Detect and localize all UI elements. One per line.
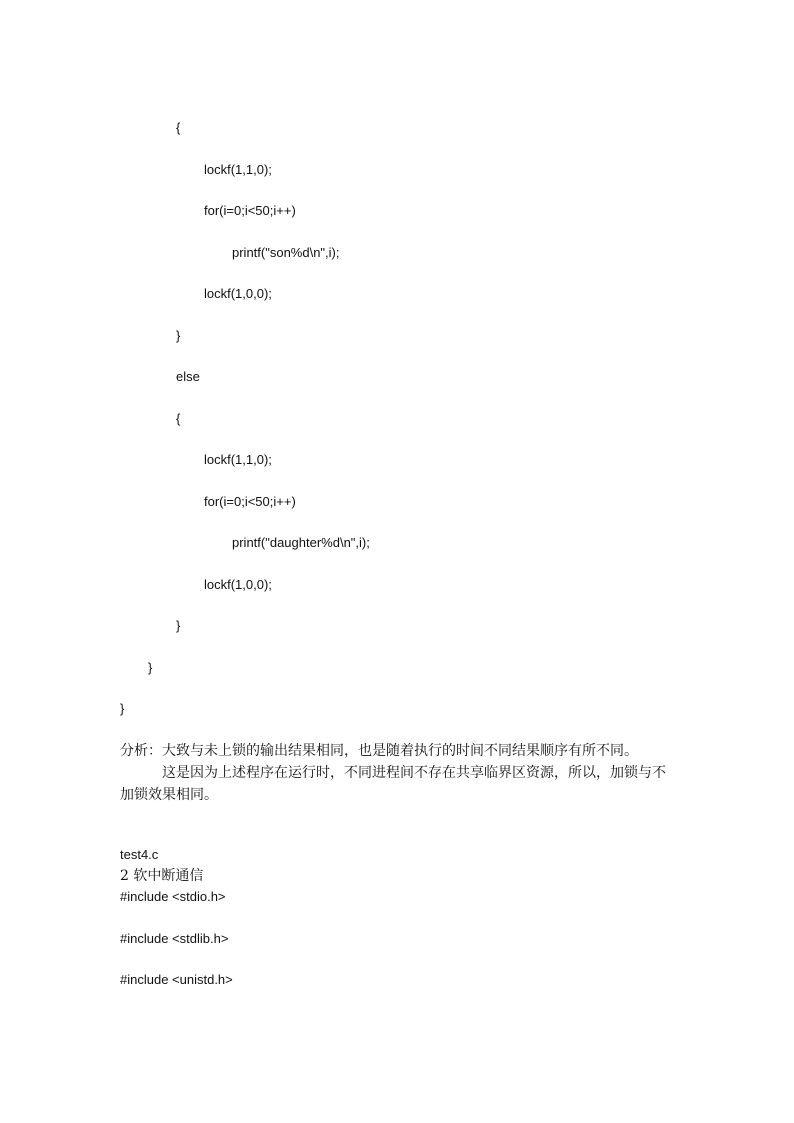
code-line: else (176, 369, 200, 384)
code-line: } (176, 618, 181, 633)
code-line: { (176, 411, 181, 426)
code-line: #include <stdio.h> (120, 889, 226, 904)
code-line: } (148, 660, 153, 675)
section-heading: 2 软中断通信 (120, 868, 204, 884)
code-line: lockf(1,1,0); (204, 452, 272, 467)
section-filename: test4.c (120, 847, 159, 862)
code-line: for(i=0;i<50;i++) (204, 203, 296, 218)
code-line: printf("son%d\n",i); (232, 245, 340, 260)
code-line: } (120, 701, 125, 716)
analysis-line: 加锁效果相同。 (120, 787, 218, 803)
code-line: lockf(1,0,0); (204, 286, 272, 301)
analysis-line: 这是因为上述程序在运行时，不同进程间不存在共享临界区资源，所以，加锁与不 (162, 765, 666, 781)
code-line: printf("daughter%d\n",i); (232, 535, 370, 550)
code-line: #include <stdlib.h> (120, 931, 229, 946)
code-line: lockf(1,1,0); (204, 162, 272, 177)
code-line: { (176, 120, 181, 135)
code-line: } (176, 328, 181, 343)
code-line: for(i=0;i<50;i++) (204, 494, 296, 509)
analysis-line: 分析：大致与未上锁的输出结果相同，也是随着执行的时间不同结果顺序有所不同。 (120, 743, 638, 759)
code-line: #include <unistd.h> (120, 972, 233, 987)
code-line: lockf(1,0,0); (204, 577, 272, 592)
